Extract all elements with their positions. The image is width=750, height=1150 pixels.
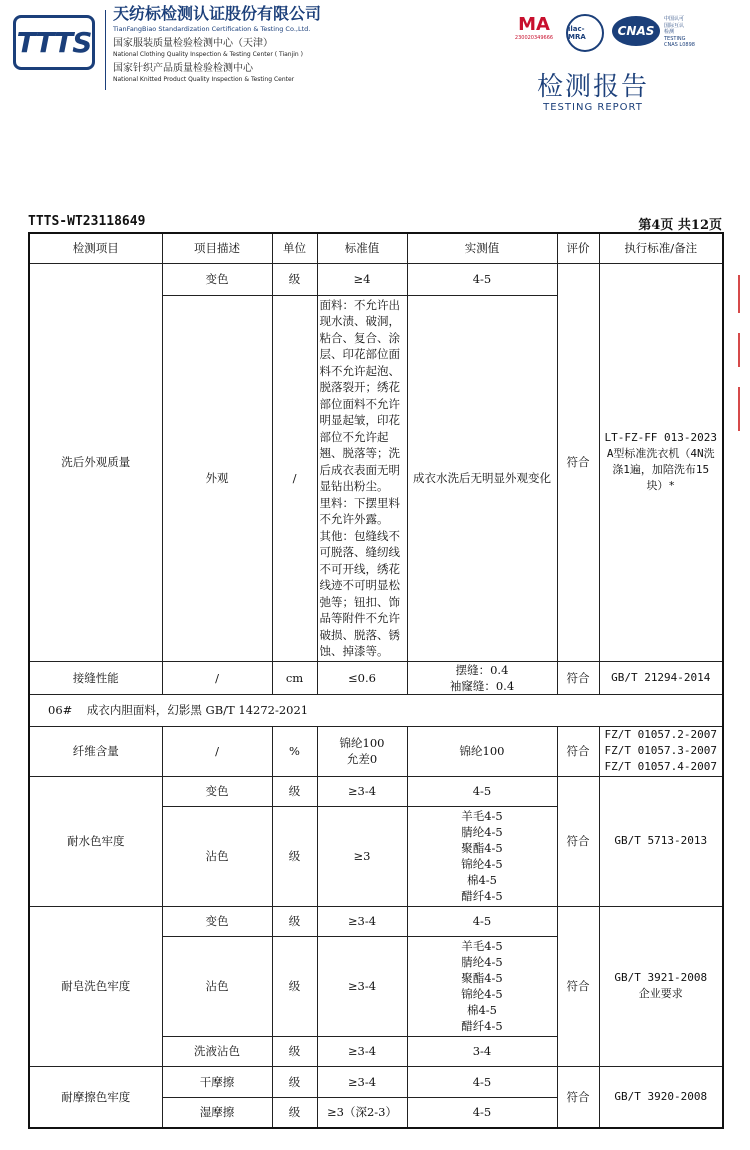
evaluation: 符合 — [557, 1066, 599, 1128]
remark-line: FZ/T 01057.2-2007 — [604, 728, 718, 741]
table-header-row — [29, 233, 723, 263]
item-desc: 沾色 — [162, 806, 272, 906]
remark-line: 企业要求 — [638, 987, 683, 1000]
test-item: 纤维含量 — [29, 726, 162, 776]
remark-line: GB/T 3921-2008 — [614, 971, 708, 984]
result-line: 锦纶4-5 — [461, 857, 503, 871]
std-line: 层、印花部位面 — [319, 347, 400, 361]
section-label: 06# 成衣内胆面料，幻影黑 GB/T 14272-2021 — [29, 694, 723, 726]
result-line: 醋纤4-5 — [461, 1019, 503, 1033]
item-desc: 变色 — [162, 906, 272, 936]
std-value: ≥3-4 — [317, 936, 407, 1036]
remark — [599, 906, 723, 1066]
result: 3-4 — [407, 1036, 557, 1066]
item-desc: 外观 — [162, 295, 272, 661]
section-row — [29, 694, 723, 726]
item-desc: 湿摩擦 — [162, 1097, 272, 1128]
std-line: 锦纶100 — [339, 736, 385, 750]
std-line: 不允许外露。 — [319, 512, 389, 526]
std-line: 破损、脱落、锈 — [319, 627, 400, 642]
logo-text: TTTS — [16, 26, 92, 59]
header-divider — [105, 10, 106, 90]
org-name-cn: 天纺标检测认证股份有限公司 — [113, 4, 322, 23]
std-line: 允差0 — [346, 752, 378, 766]
std-line: 脱落裂开；绣花 — [319, 380, 400, 394]
evaluation: 符合 — [557, 661, 599, 694]
result-line: 羊毛4-5 — [461, 939, 503, 953]
cnas-text — [664, 16, 695, 49]
remark: GB/T 3920-2008 — [599, 1066, 723, 1128]
unit: / — [272, 295, 317, 661]
unit: % — [272, 726, 317, 776]
remark-line: FZ/T 01057.3-2007 — [604, 744, 718, 757]
remark-line: 涤1遍，加陪洗布15 — [612, 463, 710, 476]
seal-fragment — [738, 275, 748, 435]
col-header: 检测项目 — [29, 233, 162, 263]
remark: GB/T 21294-2014 — [599, 661, 723, 694]
result — [407, 661, 557, 694]
std-value: ≥3 — [317, 806, 407, 906]
result-line: 羊毛4-5 — [461, 809, 503, 823]
std-line: 后成衣表面无明 — [319, 462, 400, 477]
unit: cm — [272, 661, 317, 694]
item-desc: / — [162, 661, 272, 694]
cnas-line: TESTING — [664, 35, 686, 42]
test-item: 耐水色牢度 — [29, 776, 162, 906]
result: 成衣水洗后无明显外观变化 — [407, 295, 557, 661]
result-line: 摆缝：0.4 — [455, 662, 509, 677]
result: 4-5 — [407, 1097, 557, 1128]
unit: 级 — [272, 1066, 317, 1097]
result: 4-5 — [407, 1066, 557, 1097]
std-value — [317, 295, 407, 661]
remark-line: 块）* — [646, 479, 676, 492]
unit: 级 — [272, 776, 317, 806]
test-item: 耐摩擦色牢度 — [29, 1066, 162, 1128]
test-item: 耐皂洗色牢度 — [29, 906, 162, 1066]
col-header: 评价 — [557, 233, 599, 263]
col-header: 单位 — [272, 233, 317, 263]
std-line: 现水渍、破洞， — [319, 314, 400, 328]
report-header — [0, 0, 750, 130]
std-line: 明显起皱，印花 — [319, 413, 400, 427]
table-row — [29, 661, 723, 694]
result-line: 醋纤4-5 — [461, 889, 503, 903]
std-line: 部位面料不允许 — [319, 396, 400, 411]
remark-line: FZ/T 01057.4-2007 — [604, 760, 718, 773]
std-line: 显钻出粉尘。 — [319, 479, 389, 493]
cma-number: 230020349666 — [514, 35, 554, 41]
result-line: 袖窿缝：0.4 — [449, 678, 515, 693]
col-header: 项目描述 — [162, 233, 272, 263]
evaluation: 符合 — [557, 263, 599, 661]
cnas-line: 检测 — [664, 29, 675, 35]
page-indicator: 第4页 共12页 — [638, 218, 722, 233]
result: 锦纶100 — [407, 726, 557, 776]
cnas-line: 中国认可 — [664, 16, 685, 22]
result-line: 锦纶4-5 — [461, 987, 503, 1001]
accreditation-marks — [510, 14, 710, 54]
report-title-cn: 检测报告 — [537, 72, 650, 102]
std-line: 粘合、复合、涂 — [319, 330, 400, 345]
unit: 级 — [272, 806, 317, 906]
table-row — [29, 776, 723, 806]
result: 4-5 — [407, 906, 557, 936]
result-line: 棉4-5 — [466, 873, 498, 887]
std-line: 不可开线，绣花 — [319, 561, 400, 576]
company-logo — [13, 15, 95, 70]
ilac-mra-mark: ilac-MRA — [566, 14, 604, 52]
report-title-en: TESTING REPORT — [543, 102, 643, 113]
result-line: 腈纶4-5 — [461, 825, 503, 839]
std-line: 料不允许起泡、 — [319, 363, 400, 378]
table-row — [29, 906, 723, 936]
std-line: 弛等；钮扣、饰 — [319, 594, 400, 609]
std-line: 线迹不可明显松 — [319, 578, 400, 592]
col-header: 实测值 — [407, 233, 557, 263]
remark-line: A型标准洗衣机（4N洗 — [606, 447, 715, 460]
center2-cn: 国家针织产品质量检验检测中心 — [113, 63, 253, 74]
test-results-table — [28, 232, 724, 1129]
remark — [599, 263, 723, 661]
item-desc: 变色 — [162, 263, 272, 295]
result: 4-5 — [407, 776, 557, 806]
std-value: ≤0.6 — [317, 661, 407, 694]
result-line: 聚酯4-5 — [461, 841, 503, 855]
table-row — [29, 263, 723, 295]
center2-en: National Knitted Product Quality Inspection & Testing Center — [113, 76, 295, 83]
unit: 级 — [272, 263, 317, 295]
evaluation: 符合 — [557, 776, 599, 906]
std-line: 其他：包缝线不 — [319, 528, 400, 543]
org-name-en: TianFangBiao Standardization Certification & Testing Co.,Ltd. — [113, 25, 311, 33]
cnas-line: CNAS L0898 — [664, 42, 695, 48]
center1-en: National Clothing Quality Inspection & Testing Center ( Tianjin ) — [113, 51, 303, 58]
item-desc: 洗液沾色 — [162, 1036, 272, 1066]
result-line: 聚酯4-5 — [461, 971, 503, 985]
item-desc: 变色 — [162, 776, 272, 806]
std-value: ≥3-4 — [317, 1066, 407, 1097]
result: 4-5 — [407, 263, 557, 295]
center1-cn: 国家服装质量检验检测中心（天津） — [113, 38, 273, 49]
test-item: 洗后外观质量 — [29, 263, 162, 661]
report-title — [537, 72, 649, 113]
std-value — [317, 726, 407, 776]
std-line: 部位不允许起 — [319, 429, 389, 444]
std-value: ≥3-4 — [317, 776, 407, 806]
std-line: 蚀、掉漆等。 — [319, 644, 389, 658]
std-value: ≥3（深2-3） — [317, 1097, 407, 1128]
std-line: 面料：不允许出 — [319, 297, 400, 312]
report-number: TTTS-WT23118649 — [28, 214, 146, 229]
org-info — [113, 4, 321, 84]
item-desc: 干摩擦 — [162, 1066, 272, 1097]
remark: GB/T 5713-2013 — [599, 776, 723, 906]
item-desc: 沾色 — [162, 936, 272, 1036]
std-line: 品等附件不允许 — [319, 611, 400, 625]
unit: 级 — [272, 936, 317, 1036]
result-line: 腈纶4-5 — [461, 955, 503, 969]
std-value: ≥3-4 — [317, 906, 407, 936]
table-row — [29, 1066, 723, 1097]
col-header: 标准值 — [317, 233, 407, 263]
cma-text: MA — [518, 14, 550, 35]
result — [407, 936, 557, 1036]
evaluation: 符合 — [557, 906, 599, 1066]
evaluation: 符合 — [557, 726, 599, 776]
col-header: 执行标准/备注 — [599, 233, 723, 263]
report-meta — [28, 214, 722, 233]
cnas-line: 国际互认 — [664, 22, 685, 29]
std-value: ≥3-4 — [317, 1036, 407, 1066]
remark-line: LT-FZ-FF 013-2023 — [604, 431, 718, 444]
cnas-mark: CNAS — [612, 16, 660, 46]
result — [407, 806, 557, 906]
unit: 级 — [272, 1097, 317, 1128]
cma-mark — [510, 14, 558, 48]
unit: 级 — [272, 1036, 317, 1066]
test-item: 接缝性能 — [29, 661, 162, 694]
std-line: 翘、脱落等；洗 — [319, 446, 400, 460]
item-desc: / — [162, 726, 272, 776]
std-line: 可脱落、缝纫线 — [319, 545, 400, 559]
table-row — [29, 726, 723, 776]
result-line: 棉4-5 — [466, 1003, 498, 1017]
remark — [599, 726, 723, 776]
std-value: ≥4 — [317, 263, 407, 295]
unit: 级 — [272, 906, 317, 936]
std-line: 里料：下摆里料 — [319, 495, 400, 510]
